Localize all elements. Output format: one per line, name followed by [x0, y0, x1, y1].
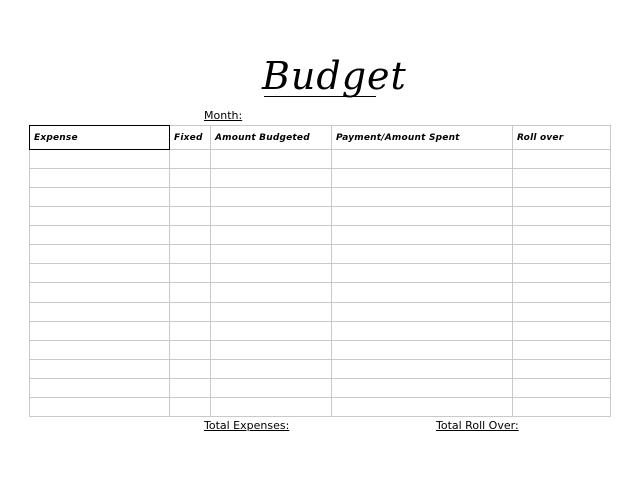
cell-roll-over	[513, 397, 611, 416]
title-underline	[264, 96, 376, 97]
cell-fixed	[170, 397, 211, 416]
cell-roll-over	[513, 169, 611, 188]
cell-payment-amount-spent	[332, 207, 513, 226]
header-row	[30, 126, 611, 150]
cell-expense	[30, 359, 170, 378]
table-body	[30, 150, 611, 417]
cell-fixed	[170, 283, 211, 302]
cell-payment-amount-spent	[332, 188, 513, 207]
cell-roll-over	[513, 321, 611, 340]
cell-payment-amount-spent	[332, 378, 513, 397]
cell-amount-budgeted	[211, 150, 332, 169]
cell-amount-budgeted	[211, 226, 332, 245]
table-row	[30, 226, 611, 245]
cell-expense	[30, 188, 170, 207]
cell-amount-budgeted	[211, 378, 332, 397]
cell-roll-over	[513, 302, 611, 321]
cell-amount-budgeted	[211, 283, 332, 302]
cell-amount-budgeted	[211, 397, 332, 416]
cell-payment-amount-spent	[332, 397, 513, 416]
table-row	[30, 150, 611, 169]
cell-payment-amount-spent	[332, 226, 513, 245]
cell-amount-budgeted	[211, 302, 332, 321]
table-row	[30, 207, 611, 226]
cell-expense	[30, 264, 170, 283]
table-row	[30, 340, 611, 359]
cell-amount-budgeted	[211, 321, 332, 340]
cell-expense	[30, 378, 170, 397]
cell-fixed	[170, 188, 211, 207]
header-amount-budgeted: Amount Budgeted	[211, 126, 332, 150]
cell-fixed	[170, 150, 211, 169]
cell-fixed	[170, 264, 211, 283]
cell-expense	[30, 397, 170, 416]
cell-fixed	[170, 378, 211, 397]
cell-amount-budgeted	[211, 207, 332, 226]
cell-fixed	[170, 321, 211, 340]
table-row	[30, 283, 611, 302]
cell-expense	[30, 245, 170, 264]
cell-expense	[30, 150, 170, 169]
cell-expense	[30, 226, 170, 245]
table-row	[30, 302, 611, 321]
cell-expense	[30, 169, 170, 188]
cell-payment-amount-spent	[332, 283, 513, 302]
table-row	[30, 321, 611, 340]
table-row	[30, 264, 611, 283]
header-fixed: Fixed	[170, 126, 211, 150]
page-title: Budget	[262, 54, 407, 98]
table-row	[30, 378, 611, 397]
cell-roll-over	[513, 359, 611, 378]
cell-amount-budgeted	[211, 188, 332, 207]
header-expense: Expense	[30, 126, 170, 150]
cell-payment-amount-spent	[332, 302, 513, 321]
cell-expense	[30, 283, 170, 302]
cell-roll-over	[513, 188, 611, 207]
cell-roll-over	[513, 245, 611, 264]
cell-payment-amount-spent	[332, 340, 513, 359]
cell-fixed	[170, 207, 211, 226]
month-label: Month:	[204, 109, 243, 122]
cell-payment-amount-spent	[332, 264, 513, 283]
cell-payment-amount-spent	[332, 245, 513, 264]
header-roll-over: Roll over	[513, 126, 611, 150]
cell-roll-over	[513, 283, 611, 302]
table-row	[30, 245, 611, 264]
total-expenses-label: Total Expenses:	[204, 419, 290, 432]
cell-expense	[30, 321, 170, 340]
cell-amount-budgeted	[211, 264, 332, 283]
cell-amount-budgeted	[211, 169, 332, 188]
table-row	[30, 397, 611, 416]
budget-table	[29, 125, 611, 417]
cell-payment-amount-spent	[332, 150, 513, 169]
cell-amount-budgeted	[211, 359, 332, 378]
table-row	[30, 359, 611, 378]
cell-roll-over	[513, 150, 611, 169]
cell-expense	[30, 207, 170, 226]
cell-roll-over	[513, 207, 611, 226]
cell-fixed	[170, 302, 211, 321]
cell-fixed	[170, 340, 211, 359]
cell-roll-over	[513, 226, 611, 245]
cell-roll-over	[513, 378, 611, 397]
cell-fixed	[170, 226, 211, 245]
total-roll-over-label: Total Roll Over:	[436, 419, 519, 432]
cell-amount-budgeted	[211, 340, 332, 359]
cell-expense	[30, 302, 170, 321]
table-row	[30, 188, 611, 207]
cell-roll-over	[513, 264, 611, 283]
cell-payment-amount-spent	[332, 321, 513, 340]
header-payment-amount-spent: Payment/Amount Spent	[332, 126, 513, 150]
cell-payment-amount-spent	[332, 169, 513, 188]
cell-amount-budgeted	[211, 245, 332, 264]
table-row	[30, 169, 611, 188]
cell-fixed	[170, 245, 211, 264]
cell-roll-over	[513, 340, 611, 359]
cell-expense	[30, 340, 170, 359]
cell-fixed	[170, 169, 211, 188]
cell-fixed	[170, 359, 211, 378]
cell-payment-amount-spent	[332, 359, 513, 378]
